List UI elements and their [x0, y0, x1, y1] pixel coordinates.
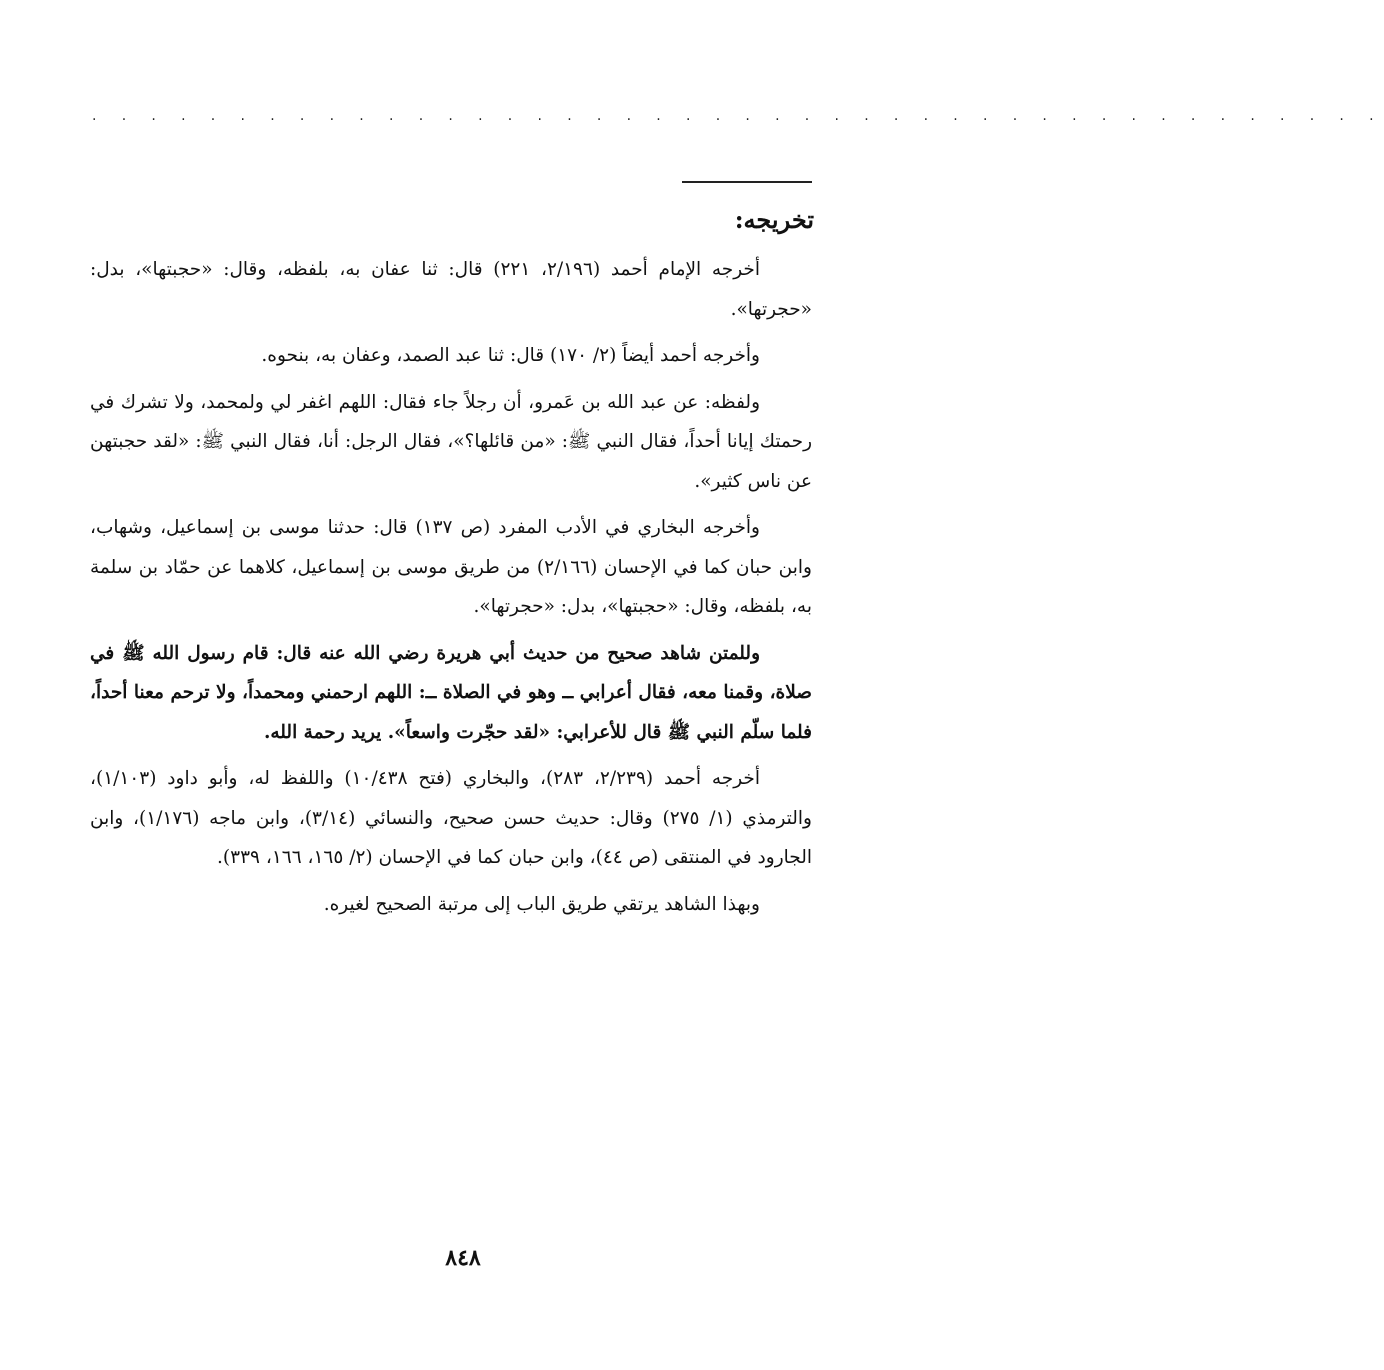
paragraph: أخرجه أحمد (٢/٢٣٩، ٢٨٣)، والبخاري (فتح ١٠/٤٣٨) واللفظ له، وأبو داود (١/١٠٣)، والترمذي (١/ ٢٧٥) وقال: حديث حسن صحيح، والنسائي (٣/١٤)، وابن ماجه (١/١٧٦)، وابن الجارود في المنتقى (ص ٤٤)، وابن حبان كما في الإحسان (٢/ ١٦٥، ١٦٦، ٣٣٩). — [90, 768, 812, 868]
body-text — [90, 250, 812, 931]
footnote-dotted-separator: · · · · · · · · · · · · · · · · · · · · · · · · · · · · · · · · · · · · · · · · · · · · — [92, 112, 1384, 128]
paragraph: وبهذا الشاهد يرتقي طريق الباب إلى مرتبة الصحيح لغيره. — [323, 893, 760, 915]
paragraph: أخرجه الإمام أحمد (٢/١٩٦، ٢٢١) قال: ثنا عفان به، بلفظه، وقال: «حجبتها»، بدل: «حجرتها». — [90, 259, 812, 320]
section-heading: تخريجه: — [734, 205, 814, 234]
paragraph: وأخرجه البخاري في الأدب المفرد (ص ١٣٧) قال: حدثنا موسى بن إسماعيل، وشهاب، وابن حبان كما في الإحسان (٢/١٦٦) من طريق موسى بن إسماعيل، كلاهما عن حمّاد بن سلمة به، بلفظه، وقال: «حجبتها»، بدل: «حجرتها». — [90, 517, 812, 617]
paragraph: وللمتن شاهد صحيح من حديث أبي هريرة رضي الله عنه قال: قام رسول الله ﷺ في صلاة، وقمنا معه، فقال أعرابي ــ وهو في الصلاة ــ: اللهم ارحمني ومحمداً، ولا ترحم معنا أحداً، فلما سلّم النبي ﷺ قال للأعرابي: «لقد حجّرت واسعاً». يريد رحمة الله. — [90, 642, 812, 743]
paragraph: ولفظه: عن عبد الله بن عَمرو، أن رجلاً جاء فقال: اللهم اغفر لي ولمحمد، ولا تشرك في رحمتك إيانا أحداً، فقال النبي ﷺ: «من قائلها؟»، فقال الرجل: أنا، فقال النبي ﷺ: «لقد حجبتهن عن ناس كثير». — [90, 391, 812, 492]
section-rule — [682, 181, 812, 183]
paragraph: وأخرجه أحمد أيضاً (٢/ ١٧٠) قال: ثنا عبد الصمد، وعفان به، بنحوه. — [261, 345, 760, 366]
page-number: ٨٤٨ — [445, 1245, 481, 1271]
